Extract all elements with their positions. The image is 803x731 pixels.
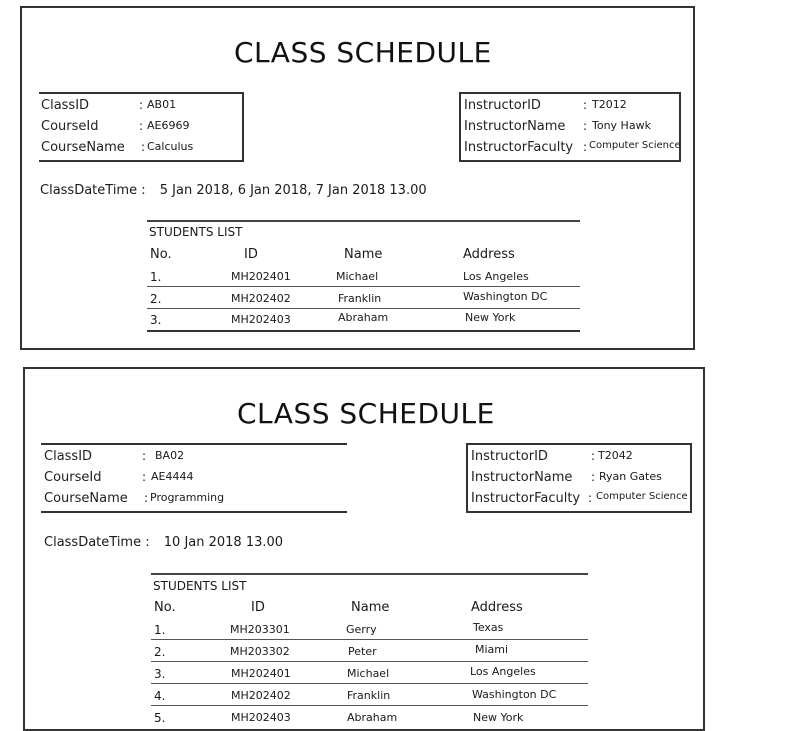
instructor-info-value: Computer Science	[596, 491, 688, 502]
instructor-info-value: Computer Science	[589, 140, 681, 151]
student-no: 5.	[154, 711, 166, 725]
class-info-label: CourseId	[44, 470, 102, 485]
students-list-title: STUDENTS LIST	[149, 225, 243, 239]
row-divider	[151, 639, 588, 640]
student-no: 1.	[150, 270, 162, 284]
class-schedule-card-2	[23, 367, 705, 731]
class-info-row	[41, 470, 341, 490]
instructor-info-box	[466, 443, 692, 513]
student-id: MH203302	[230, 645, 290, 658]
class-info-label: CourseId	[41, 119, 99, 134]
student-id: MH202403	[231, 711, 291, 724]
class-info-row	[41, 491, 341, 511]
student-id: MH203301	[230, 623, 290, 636]
datetime-label: ClassDateTime	[44, 535, 142, 550]
student-name: Gerry	[346, 623, 377, 636]
colon: :	[142, 470, 147, 484]
student-name: Franklin	[347, 689, 391, 702]
student-id: MH202402	[231, 292, 291, 305]
row-divider	[151, 683, 588, 684]
instructor-info-label: InstructorFaculty	[471, 491, 581, 506]
row-divider	[147, 286, 580, 287]
class-info-row	[41, 449, 341, 469]
instructor-info-row	[468, 470, 688, 490]
instructor-info-value: Ryan Gates	[599, 470, 662, 483]
student-address: New York	[473, 711, 524, 724]
instructor-info-label: InstructorName	[464, 119, 566, 134]
datetime-value: 10 Jan 2018 13.00	[163, 535, 284, 550]
column-header-id: ID	[244, 247, 258, 262]
row-divider	[147, 308, 580, 309]
instructor-info-box	[459, 92, 681, 162]
class-info-value: AE4444	[151, 470, 194, 483]
datetime-label: ClassDateTime	[40, 183, 138, 198]
instructor-info-row	[461, 119, 677, 139]
instructor-info-row	[461, 140, 681, 160]
row-divider	[147, 330, 580, 332]
student-id: MH202401	[231, 667, 291, 680]
class-info-value: Programming	[150, 491, 225, 504]
student-address: New York	[465, 311, 516, 324]
colon: :	[145, 535, 150, 550]
column-header-name: Name	[344, 247, 383, 262]
row-divider	[151, 705, 588, 706]
student-no: 3.	[150, 313, 162, 327]
student-no: 2.	[154, 645, 166, 659]
instructor-info-value: Tony Hawk	[592, 119, 651, 132]
class-info-value: AE6969	[147, 119, 190, 132]
divider	[151, 573, 588, 575]
student-no: 2.	[150, 292, 162, 306]
column-header-address: Address	[463, 247, 515, 262]
students-list-title: STUDENTS LIST	[153, 579, 247, 593]
column-header-address: Address	[471, 600, 523, 615]
student-name: Michael	[336, 270, 379, 283]
colon: :	[144, 491, 149, 505]
student-id: MH202402	[231, 689, 291, 702]
class-info-value: Calculus	[147, 140, 194, 153]
column-header-no: No.	[150, 247, 172, 262]
class-datetime	[44, 535, 283, 550]
student-name: Michael	[347, 667, 390, 680]
class-info-label: CourseName	[41, 140, 125, 155]
class-info-row	[39, 119, 239, 139]
class-datetime	[40, 183, 427, 198]
students-list	[151, 573, 591, 729]
class-info-box	[41, 443, 347, 513]
instructor-info-label: InstructorName	[471, 470, 573, 485]
column-header-name: Name	[351, 600, 390, 615]
colon: :	[591, 449, 596, 463]
colon: :	[583, 98, 588, 112]
colon: :	[141, 183, 146, 198]
colon: :	[141, 140, 146, 154]
schedule-title: CLASS SCHEDULE	[237, 397, 495, 430]
column-header-id: ID	[251, 600, 265, 615]
instructor-info-row	[468, 491, 688, 511]
colon: :	[583, 140, 588, 154]
class-info-label: ClassID	[41, 98, 90, 113]
instructor-info-row	[468, 449, 688, 469]
row-divider	[151, 661, 588, 662]
colon: :	[139, 119, 144, 133]
student-address: Texas	[473, 621, 504, 634]
instructor-info-row	[461, 98, 677, 118]
class-info-box	[39, 92, 244, 162]
instructor-info-label: InstructorFaculty	[464, 140, 574, 155]
students-list	[147, 220, 582, 332]
student-no: 1.	[154, 623, 166, 637]
student-address: Los Angeles	[463, 270, 529, 283]
class-info-value: BA02	[155, 449, 185, 462]
class-info-value: AB01	[147, 98, 177, 111]
datetime-value: 5 Jan 2018, 6 Jan 2018, 7 Jan 2018 13.00	[159, 183, 427, 198]
class-info-label: ClassID	[44, 449, 93, 464]
student-id: MH202401	[231, 270, 291, 283]
student-id: MH202403	[231, 313, 291, 326]
colon: :	[588, 491, 593, 505]
column-header-no: No.	[154, 600, 176, 615]
student-name: Abraham	[338, 311, 389, 324]
student-address: Washington DC	[472, 688, 557, 701]
colon: :	[142, 449, 147, 463]
student-name: Franklin	[338, 292, 382, 305]
instructor-info-value: T2042	[598, 449, 633, 462]
class-info-row	[39, 140, 239, 160]
class-info-row	[39, 98, 239, 118]
student-address: Washington DC	[463, 290, 548, 303]
instructor-info-label: InstructorID	[464, 98, 541, 113]
colon: :	[591, 470, 596, 484]
colon: :	[583, 119, 588, 133]
student-no: 4.	[154, 689, 166, 703]
class-schedule-card-1	[20, 6, 695, 350]
student-address: Los Angeles	[470, 665, 536, 678]
student-name: Abraham	[347, 711, 398, 724]
student-name: Peter	[348, 645, 377, 658]
class-info-label: CourseName	[44, 491, 128, 506]
student-no: 3.	[154, 667, 166, 681]
student-address: Miami	[475, 643, 509, 656]
instructor-info-value: T2012	[592, 98, 627, 111]
colon: :	[139, 98, 144, 112]
schedule-title: CLASS SCHEDULE	[234, 36, 492, 69]
instructor-info-label: InstructorID	[471, 449, 548, 464]
divider	[147, 220, 580, 222]
